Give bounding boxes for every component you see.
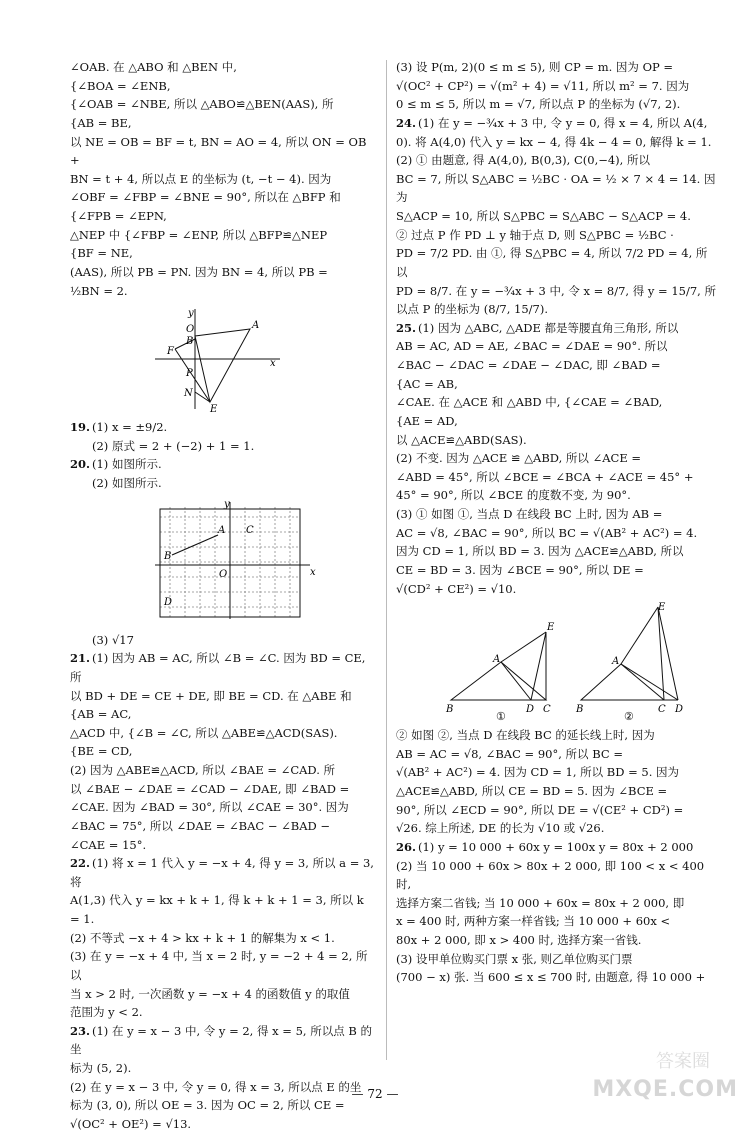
figure-caption: ① (496, 710, 506, 723)
text-line: ∠BAC = 75°, 所以 ∠DAE = ∠BAC − ∠BAD − (70, 818, 331, 833)
text-line: {AB = AC, (70, 707, 132, 722)
fig-label: y (224, 498, 230, 510)
fig-label: B (446, 704, 454, 716)
fig-label: A (252, 320, 260, 332)
text-line: (1) 如图所示. (92, 457, 162, 472)
text-line: ∠BAC − ∠DAC = ∠DAE − ∠DAC, 即 ∠BAD = (396, 358, 661, 372)
right-column (396, 58, 718, 987)
text-line: 90°, 所以 ∠ECD = 90°, 所以 DE = √(CE² + CD²) = (396, 802, 684, 817)
text-line: (2) 如图所示. (92, 476, 162, 490)
text-line: 0). 将 A(4,0) 代入 y = kx − 4, 得 4k − 4 = 0, 解得 k = 1. (396, 134, 712, 149)
text-line: (AAS), 所以 PB = PN. 因为 BN = 4, 所以 PB = (70, 264, 328, 279)
page-number: — 72 — (351, 1087, 399, 1101)
text-line: 选择方案二省钱; 当 10 000 + 60x = 80x + 2 000, 即 (396, 895, 685, 910)
fig-label: A (218, 524, 226, 536)
text-line: 标为 (5, 2). (70, 1061, 132, 1075)
fig-label: y (188, 308, 194, 320)
text-line: 以 ∠BAE − ∠DAE = ∠CAD − ∠DAE, 即 ∠BAD = (70, 781, 350, 796)
fig-label: C (658, 704, 666, 716)
text-line: (3) ① 如图 ①, 当点 D 在线段 BC 上时, 因为 AB = (396, 507, 663, 521)
text-line: BN = t + 4, 所以点 E 的坐标为 (t, −t − 4). 因为 (70, 171, 332, 186)
fig-label: D (164, 596, 173, 608)
text-line: (3) 在 y = −x + 4 中, 当 x = 2 时, y = −2 + 4 = 2, 所以 (70, 949, 368, 982)
watermark-sub: 答案圈 (656, 1050, 710, 1072)
text-line: AC = √8, ∠BAC = 90°, 所以 BC = √(AB² + AC²) = 4. (396, 525, 698, 540)
column-divider (386, 60, 387, 1060)
text-line: (700 − x) 张. 当 600 ≤ x ≤ 700 时, 由题意, 得 10 000 + (396, 970, 706, 985)
fig-label: N (184, 388, 193, 400)
question-number: 23. (70, 1023, 91, 1038)
text-line: ∠CAE. 因为 ∠BAD = 30°, 所以 ∠CAE = 30°. 因为 (70, 800, 349, 815)
text-line: (2) 因为 △ABE≌△ACD, 所以 ∠BAE = ∠CAD. 所 (70, 763, 336, 777)
text-line: 0 ≤ m ≤ 5, 所以 m = √7, 所以点 P 的坐标为 (√7, 2). (396, 97, 681, 112)
figure-triangles (396, 602, 718, 722)
fig-label: E (547, 622, 555, 634)
fig-label: A (612, 656, 620, 668)
figure-grid (70, 497, 376, 627)
text-line: (1) x = ±9/2. (92, 420, 168, 435)
text-line: x = 400 时, 两种方案一样省钱; 当 10 000 + 60x < (396, 914, 671, 929)
text-line: {AE = AD, (396, 413, 458, 428)
question-24 (396, 114, 718, 319)
question-number: 22. (70, 856, 91, 871)
text-line: PD = 8/7. 在 y = −¾x + 3 中, 令 x = 8/7, 得 y = 15/7, 所 (396, 283, 716, 298)
text-line: ½BN = 2. (70, 283, 128, 298)
text-line: {AC = AB, (396, 376, 458, 391)
text-line: {AB = BE, (70, 115, 132, 130)
text-line: (2) 当 10 000 + 60x > 80x + 2 000, 即 100 < x < 400 时, (396, 858, 705, 892)
text-line: √(AB² + AC²) = 4. 因为 CD = 1, 所以 BD = 5. 因为 (396, 765, 680, 780)
q23-continuation (396, 58, 718, 114)
question-22 (70, 854, 376, 1022)
text-line: √26. 综上所述, DE 的长为 √10 或 √26. (396, 821, 605, 836)
text-line: {∠OAB = ∠NBE, 所以 △ABO≌△BEN(AAS), 所 (70, 97, 334, 112)
text-line: BC = 7, 所以 S△ABC = ½BC · OA = ½ × 7 × 4 = 14. 因为 (396, 171, 716, 205)
question-number: 21. (70, 651, 91, 666)
text-line: △NEP 中 {∠FBP = ∠ENP, 所以 △BFP≌△NEP (70, 227, 328, 242)
text-line: (1) 因为 AB = AC, 所以 ∠B = ∠C. 因为 BD = CE, 所 (70, 651, 366, 684)
text-line: AB = AC = √8, ∠BAC = 90°, 所以 BC = (396, 746, 623, 761)
text-line: (3) 设 P(m, 2)(0 ≤ m ≤ 5), 则 CP = m. 因为 OP = (396, 60, 674, 74)
text-line: 当 x > 2 时, 一次函数 y = −x + 4 的函数值 y 的取值 (70, 986, 350, 1001)
text-line: 标为 (3, 0), 所以 OE = 3. 因为 OC = 2, 所以 CE = (70, 1098, 345, 1113)
fig-label: P (186, 368, 193, 380)
fig-label: C (543, 704, 551, 716)
fig-label: D (675, 704, 684, 716)
text-line: {∠FPB = ∠EPN, (70, 209, 167, 223)
text-line: 以 △ACE≌△ABD(SAS). (396, 432, 527, 447)
text-line: (2) 在 y = x − 3 中, 令 y = 0, 得 x = 3, 所以点 E 的坐 (70, 1079, 362, 1094)
text-line: 范围为 y < 2. (70, 1005, 143, 1020)
question-19 (70, 418, 376, 455)
text-line: (3) √17 (92, 632, 134, 647)
text-line: √(OC² + CP²) = √(m² + 4) = √11, 所以 m² = 7. 因为 (396, 78, 690, 93)
question-23 (70, 1022, 376, 1134)
text-line: √(CD² + CE²) = √10. (396, 581, 517, 596)
fig-label: D (526, 704, 535, 716)
fig-label: O (219, 568, 228, 580)
text-line: (2) 不等式 −x + 4 > kx + k + 1 的解集为 x < 1. (70, 930, 335, 945)
question-number: 26. (396, 839, 417, 854)
question-number: 19. (70, 420, 91, 435)
text-line: 以 BD + DE = CE + DE, 即 BE = CD. 在 △ABE 和 (70, 688, 352, 703)
text-line: {BE = CD, (70, 744, 133, 759)
text-line: (1) 在 y = x − 3 中, 令 y = 2, 得 x = 5, 所以点 B 的坐 (70, 1023, 372, 1057)
text-line: CE = BD = 3. 因为 ∠BCE = 90°, 所以 DE = (396, 562, 644, 577)
text-line: A(1,3) 代入 y = kx + k + 1, 得 k + k + 1 = 3, 所以 k = 1. (70, 893, 364, 926)
text-line: 因为 CD = 1, 所以 BD = 3. 因为 △ACE≌△ABD, 所以 (396, 544, 684, 559)
text-line: (1) 将 x = 1 代入 y = −x + 4, 得 y = 3, 所以 a = 3, 将 (70, 856, 374, 889)
fig-label: O (186, 324, 195, 336)
question-20 (70, 455, 376, 492)
text-line: ∠CAE. 在 △ACE 和 △ABD 中, {∠CAE = ∠BAD, (396, 395, 663, 410)
text-line: (3) 设甲单位购买门票 x 张, 则乙单位购买门票 (396, 951, 633, 966)
text-line: S△ACP = 10, 所以 S△PBC = S△ABC − S△ACP = 4. (396, 209, 691, 223)
text-line: PD = 7/2 PD. 由 ①, 得 S△PBC = 4, 所以 7/2 PD = 4, 所以 (396, 246, 708, 279)
text-line: {BF = NE, (70, 246, 133, 261)
fig-label: A (493, 654, 501, 666)
fig-label: B (576, 704, 584, 716)
question-number: 25. (396, 320, 417, 335)
watermark: MXQE.COM (592, 1077, 738, 1103)
question-26 (396, 838, 718, 987)
question-number: 20. (70, 457, 91, 472)
text-line: (1) 在 y = −¾x + 3 中, 令 y = 0, 得 x = 4, 所以 A(4, (418, 115, 708, 130)
left-column (70, 58, 376, 1134)
fig-label: x (270, 358, 276, 370)
text-line: 80x + 2 000, 即 x > 400 时, 选择方案一省钱. (396, 933, 642, 947)
text-line: (1) 因为 △ABC, △ADE 都是等腰直角三角形, 所以 (418, 320, 679, 335)
text-line: √(OC² + OE²) = √13. (70, 1116, 192, 1131)
text-line: ② 过点 P 作 PD ⊥ y 轴于点 D, 则 S△PBC = ½BC · (396, 227, 674, 242)
text-line: 以 NE = OB = BF = t, BN = AO = 4, 所以 ON = OB + (70, 134, 367, 168)
text-line: ② 如图 ②, 当点 D 在线段 BC 的延长线上时, 因为 (396, 728, 655, 743)
fig-label: E (210, 404, 218, 415)
text-line: ∠ABD = 45°, 所以 ∠BCE = ∠BCA + ∠ACE = 45° + (396, 469, 694, 484)
text-line: 45° = 90°, 所以 ∠BCE 的度数不变, 为 90°. (396, 488, 631, 503)
text-line: 以点 P 的坐标为 (8/7, 15/7). (396, 302, 548, 317)
q18-continuation (70, 58, 376, 300)
text-line: △ACE≌△ABD, 所以 CE = BD = 5. 因为 ∠BCE = (396, 784, 668, 798)
text-line: (2) 不变. 因为 △ACE ≌ △ABD, 所以 ∠ACE = (396, 451, 642, 466)
text-line: △ACD 中, {∠B = ∠C, 所以 △ABE≌△ACD(SAS). (70, 725, 338, 740)
fig-label: x (310, 566, 316, 578)
fig-label: B (186, 336, 194, 348)
figure-triangle-coordinates (70, 304, 376, 414)
question-number: 24. (396, 115, 417, 130)
fig-label: F (167, 346, 174, 358)
text-line: (2) ① 由题意, 得 A(4,0), B(0,3), C(0,−4), 所以 (396, 153, 650, 168)
fig-label: B (164, 550, 172, 562)
text-line: {∠BOA = ∠ENB, (70, 78, 171, 93)
question-25 (396, 319, 718, 838)
fig-label: E (658, 602, 666, 614)
fig-label: C (246, 524, 254, 536)
text-line: ∠OAB. 在 △ABO 和 △BEN 中, (70, 60, 237, 74)
figure-caption: ② (624, 710, 634, 723)
question-21 (70, 649, 376, 854)
text-line: (2) 原式 = 2 + (−2) + 1 = 1. (92, 438, 255, 453)
text-line: AB = AC, AD = AE, ∠BAC = ∠DAE = 90°. 所以 (396, 339, 668, 354)
text-line: (1) y = 10 000 + 60x y = 100x y = 80x + 2 000 (418, 839, 694, 854)
text-line: ∠OBF = ∠FBP = ∠BNE = 90°, 所以在 △BFP 和 (70, 190, 341, 205)
text-line: ∠CAE = 15°. (70, 837, 147, 852)
